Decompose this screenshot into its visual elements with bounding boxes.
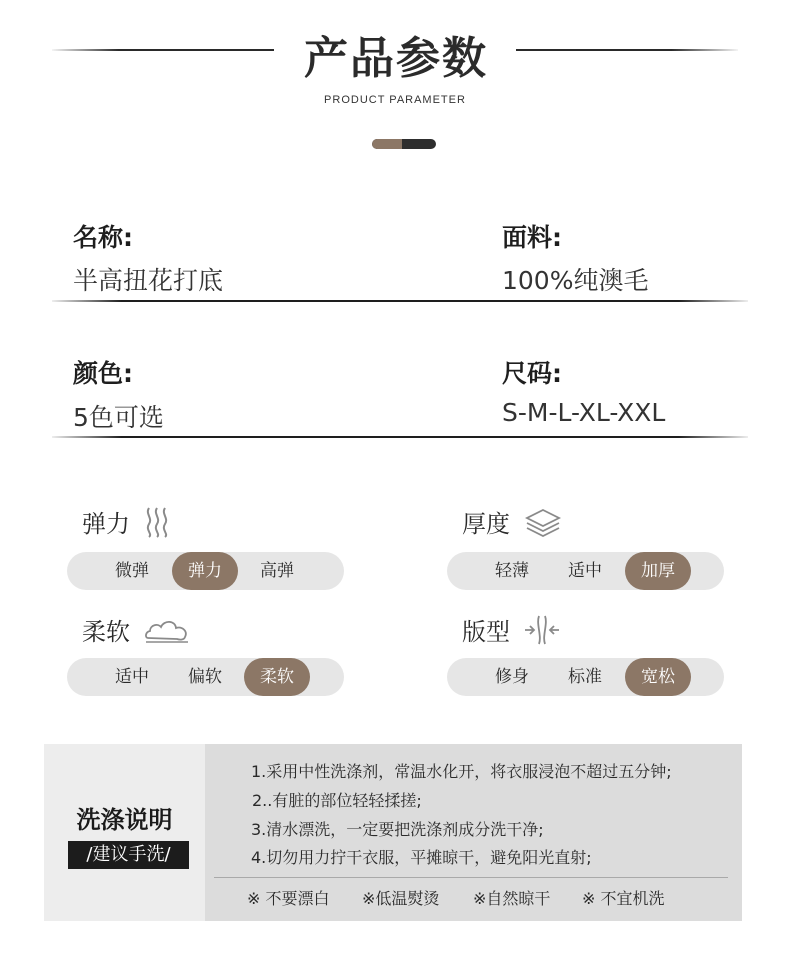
- thickness-option-selected[interactable]: 加厚: [625, 552, 691, 590]
- softness-slider[interactable]: [67, 658, 344, 696]
- fit-option-regular[interactable]: 标准: [568, 667, 602, 687]
- elastic-waves-icon: [144, 506, 172, 538]
- elasticity-slider[interactable]: [67, 552, 344, 590]
- softness-option-medium[interactable]: 适中: [115, 667, 149, 687]
- elasticity-option-high[interactable]: 高弹: [260, 561, 294, 581]
- size-label: 尺码:: [502, 359, 562, 388]
- title-divider-right: [516, 49, 738, 51]
- fabric-label: 面料:: [502, 223, 562, 252]
- softness-option-selected[interactable]: 柔软: [244, 658, 310, 696]
- washing-header: [44, 744, 205, 921]
- name-value: 半高扭花打底: [73, 266, 224, 295]
- thickness-title: 厚度: [462, 510, 510, 538]
- care-note: ※ 不宜机洗: [582, 889, 665, 908]
- washing-instruction: 2..有脏的部位轻轻揉搓;: [252, 791, 422, 810]
- fit-attribute: [462, 612, 560, 647]
- fit-option-selected[interactable]: 宽松: [625, 658, 691, 696]
- fabric-value: 100%纯澳毛: [502, 266, 649, 295]
- layers-icon: [524, 507, 562, 537]
- cloud-icon: [144, 616, 190, 644]
- elasticity-title: 弹力: [82, 510, 130, 538]
- washing-title: 洗涤说明: [76, 806, 173, 834]
- param-divider: [52, 436, 748, 438]
- care-note: ※ 不要漂白: [247, 889, 330, 908]
- fit-title: 版型: [462, 618, 510, 646]
- washing-instruction: 4.切勿用力拧干衣服，平摊晾干，避免阳光直射;: [251, 848, 592, 867]
- elasticity-option-selected[interactable]: 弹力: [172, 552, 238, 590]
- param-divider: [52, 300, 748, 302]
- thickness-option-thin[interactable]: 轻薄: [495, 561, 529, 581]
- elasticity-option-low[interactable]: 微弹: [115, 561, 149, 581]
- page-title: 产品参数: [304, 33, 488, 84]
- thickness-attribute: [462, 504, 562, 539]
- thickness-slider[interactable]: [447, 552, 724, 590]
- washing-instruction: 1.采用中性洗涤剂，常温水化开，将衣服浸泡不超过五分钟;: [251, 762, 672, 781]
- hand-wash-tag: /建议手洗/: [68, 841, 189, 869]
- decorative-pill: [372, 139, 436, 149]
- page-subtitle: PRODUCT PARAMETER: [324, 94, 466, 106]
- fit-slider[interactable]: [447, 658, 724, 696]
- color-value: 5色可选: [73, 403, 164, 432]
- fit-arrows-icon: [524, 614, 560, 646]
- washing-instruction: 3.清水漂洗，一定要把洗涤剂成分洗干净;: [251, 820, 544, 839]
- size-value: S-M-L-XL-XXL: [502, 398, 666, 427]
- care-note: ※低温熨烫: [362, 889, 440, 908]
- softness-option-soft[interactable]: 偏软: [188, 667, 222, 687]
- washing-instructions: [44, 744, 742, 921]
- title-divider-left: [52, 49, 274, 51]
- softness-title: 柔软: [82, 618, 130, 646]
- softness-attribute: [82, 612, 190, 647]
- washing-divider: [214, 877, 728, 878]
- thickness-option-medium[interactable]: 适中: [568, 561, 602, 581]
- color-label: 颜色:: [73, 359, 133, 388]
- title-row: [0, 22, 790, 84]
- elasticity-attribute: [82, 504, 172, 539]
- name-label: 名称:: [73, 223, 133, 252]
- fit-option-slim[interactable]: 修身: [495, 667, 529, 687]
- care-note: ※自然晾干: [473, 889, 551, 908]
